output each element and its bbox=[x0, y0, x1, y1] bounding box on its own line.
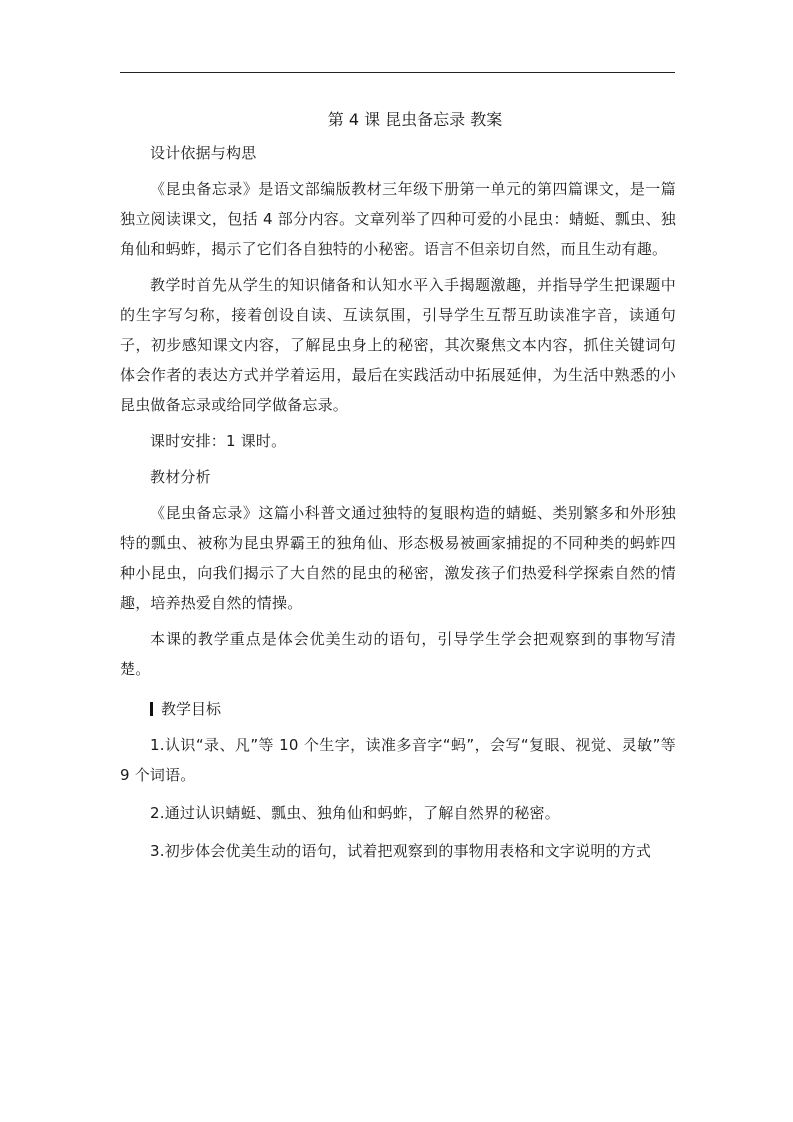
document-body bbox=[120, 104, 676, 866]
paragraph-key-points: 本课的教学重点是体会优美生动的语句，引导学生学会把观察到的事物写清楚。 bbox=[120, 630, 676, 678]
heading-marker bbox=[150, 702, 153, 716]
subheading-design-basis: 设计依据与构思 bbox=[150, 144, 257, 162]
page-title: 第 4 课 昆虫备忘录 教案 bbox=[327, 110, 503, 129]
goal-item: 1.认识“录、凡”等 10 个生字，读准多音字“蚂”，会写“复眼、视觉、灵敏”等 9 个词语。 bbox=[120, 736, 676, 784]
goal-item: 2.通过认识蜻蜓、瓢虫、独角仙和蚂蚱，了解自然界的秘密。 bbox=[150, 804, 560, 822]
goal-item: 3.初步体会优美生动的语句，试着把观察到的事物用表格和文字说明的方式 bbox=[150, 842, 652, 860]
subheading-material-analysis: 教材分析 bbox=[150, 468, 211, 486]
paragraph-teaching-approach: 教学时首先从学生的知识储备和认知水平入手揭题激趣，并指导学生把课题中的生字写匀称，接着创设自读、互读氛围，引导学生互帮互助读准字音，读通句子，初步感知课文内容，了解昆虫身上的秘密，其次聚焦文本内容，抓住关键词句体会作者的表达方式并学着运用，最后在实践活动中拓展延伸，为生活中熟悉的小昆虫做备忘录或给同学做备忘录。 bbox=[120, 276, 676, 414]
header-rule bbox=[120, 72, 675, 73]
paragraph-intro: 《昆虫备忘录》是语文部编版教材三年级下册第一单元的第四篇课文，是一篇独立阅读课文，包括 4 部分内容。文章列举了四种可爱的小昆虫：蜻蜓、瓢虫、独角仙和蚂蚱，揭示了它们各自独特的小秘密。语言不但亲切自然，而且生动有趣。 bbox=[120, 180, 676, 258]
paragraph-schedule: 课时安排：1 课时。 bbox=[150, 432, 287, 450]
section-heading-goals bbox=[120, 694, 676, 724]
paragraph-material-analysis: 《昆虫备忘录》这篇小科普文通过独特的复眼构造的蜻蜓、类别繁多和外形独特的瓢虫、被称为昆虫界霸王的独角仙、形态极易被画家捕捉的不同种类的蚂蚱四种小昆虫，向我们揭示了大自然的昆虫的秘密，激发孩子们热爱科学探索自然的情趣，培养热爱自然的情操。 bbox=[120, 504, 676, 612]
section-heading-text: 教学目标 bbox=[161, 700, 222, 718]
